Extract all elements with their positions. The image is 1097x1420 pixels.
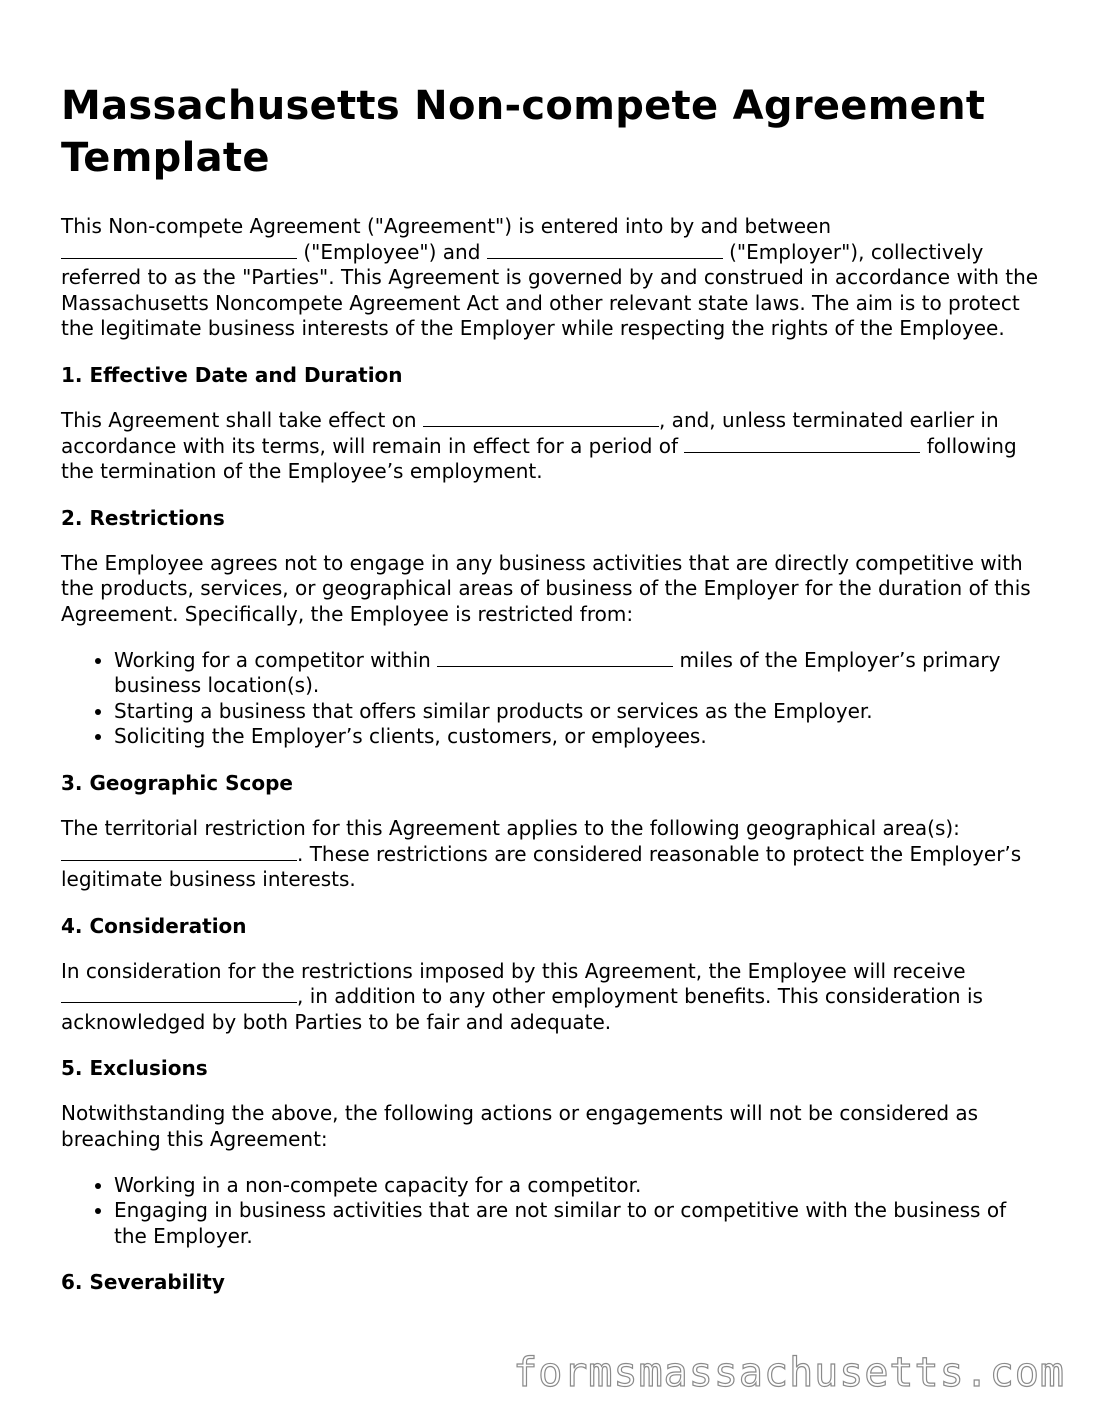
section-3-paragraph (61, 816, 1041, 893)
s4-text-2: , in addition to any other employment benefits. This consideration is acknowledged by both Parties to be fair and adequate. (61, 984, 983, 1034)
s2-item1-text-2: miles of the Employer’s primary business location(s). (114, 647, 1001, 698)
list-item: • Starting a business that offers similar products or services as the Employer. (114, 699, 1041, 725)
list-item: • Engaging in business activities that are not similar to or competitive with the business of the Employer. (114, 1198, 1041, 1249)
employee-name-blank[interactable] (61, 240, 297, 259)
section-3-heading: 3. Geographic Scope (61, 770, 293, 795)
document-title: Massachusetts Non-compete Agreement Template (61, 83, 986, 181)
restrictions-list (61, 648, 1041, 750)
section-4-heading: 4. Consideration (61, 913, 247, 938)
s2-item1-text-1: Working for a competitor within (114, 647, 438, 672)
section-4-paragraph (61, 959, 1041, 1036)
geographic-area-blank[interactable] (61, 842, 297, 861)
effective-date-blank[interactable] (423, 408, 659, 427)
intro-text-1: This Non-compete Agreement ("Agreement") is entered into by and between (61, 214, 832, 238)
exclusions-list (61, 1173, 1041, 1250)
section-6-heading: 6. Severability (61, 1270, 225, 1295)
watermark: formsmassachusetts.com (513, 1350, 1065, 1396)
intro-text-2: ("Employee") and (297, 239, 487, 264)
duration-blank[interactable] (684, 434, 920, 453)
s3-text-2: . These restrictions are considered reasonable to protect the Employer’s legitimate business interests. (61, 841, 1022, 892)
list-item (114, 648, 1041, 699)
s4-text-1: In consideration for the restrictions imposed by this Agreement, the Employee will receive (61, 958, 966, 983)
document-page (61, 80, 1041, 1315)
s1-text-3: following the termination of the Employee’s employment. (61, 433, 1017, 484)
s1-text-1: This Agreement shall take effect on (61, 407, 423, 432)
miles-blank[interactable] (437, 648, 673, 667)
intro-text-3: ("Employer"), collectively referred to as the "Parties". This Agreement is governed by and construed in accordance with the Massachusetts Noncompete Agreement Act and other relevant state laws. The aim is to protect the legitimate business interests of the Employer while respecting the rights of the Employee. (61, 239, 1039, 341)
intro-paragraph (61, 214, 1041, 342)
section-2-heading: 2. Restrictions (61, 505, 225, 530)
section-5-heading: 5. Exclusions (61, 1056, 208, 1081)
section-2-paragraph: The Employee agrees not to engage in any business activities that are directly competitive with the products, services, or geographical areas of business of the Employer for the duration of this Agreement. Specifically, the Employee is restricted from: (61, 550, 1031, 626)
section-1-heading: 1. Effective Date and Duration (61, 362, 403, 387)
list-item: • Working in a non-compete capacity for a competitor. (114, 1173, 1041, 1199)
section-1-paragraph (61, 408, 1041, 485)
section-5-paragraph: Notwithstanding the above, the following actions or engagements will not be considered as breaching this Agreement: (61, 1101, 979, 1152)
s1-text-2: , and, unless terminated earlier in accordance with its terms, will remain in effect for a period of (61, 407, 999, 458)
consideration-blank[interactable] (61, 984, 297, 1003)
employer-name-blank[interactable] (487, 240, 723, 259)
list-item: • Soliciting the Employer’s clients, customers, or employees. (114, 724, 1041, 750)
s3-text-1: The territorial restriction for this Agreement applies to the following geographical area(s): (61, 815, 960, 840)
